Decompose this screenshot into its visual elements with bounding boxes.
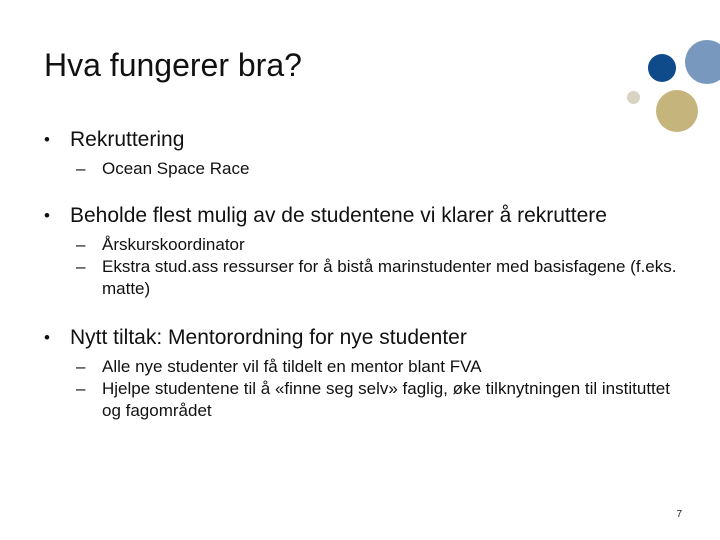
dash-marker: – <box>76 159 86 178</box>
sub-bullet-text: Ocean Space Race <box>102 159 250 178</box>
dash-marker: – <box>76 357 86 376</box>
sub-bullet-item <box>44 256 684 300</box>
sub-bullet-item <box>44 234 684 256</box>
bullet-text: Beholde flest mulig av de studentene vi klarer å rekruttere <box>70 204 607 227</box>
decorative-circle-light-blue <box>685 40 720 84</box>
sub-bullet-text: Ekstra stud.ass ressurser for å bistå marinstudenter med basisfagene (f.eks. matte) <box>102 257 677 298</box>
sub-bullet-list <box>44 356 684 422</box>
slide-title: Hva fungerer bra? <box>44 47 302 83</box>
bullet-text: Rekruttering <box>70 128 185 151</box>
sub-bullet-list <box>44 158 684 180</box>
bullet-group-2 <box>44 204 684 300</box>
sub-bullet-item <box>44 356 684 378</box>
sub-bullet-item <box>44 378 684 422</box>
bullet-item <box>44 326 684 350</box>
decorative-circle-dark-blue <box>648 54 676 82</box>
sub-bullet-text: Alle nye studenter vil få tildelt en mentor blant FVA <box>102 357 482 376</box>
bullet-group-1 <box>44 128 684 180</box>
dash-marker: – <box>76 257 86 276</box>
bullet-item <box>44 128 684 152</box>
sub-bullet-text: Årskurskoordinator <box>102 235 245 254</box>
bullet-text: Nytt tiltak: Mentorordning for nye studenter <box>70 326 467 349</box>
dash-marker: – <box>76 379 86 398</box>
bullet-marker: • <box>44 130 50 149</box>
sub-bullet-item <box>44 158 684 180</box>
sub-bullet-text: Hjelpe studentene til å «finne seg selv» faglig, øke tilknytningen til instituttet og fagområdet <box>102 379 670 420</box>
bullet-marker: • <box>44 328 50 347</box>
sub-bullet-list <box>44 234 684 300</box>
bullet-marker: • <box>44 206 50 225</box>
bullet-item <box>44 204 684 228</box>
bullet-list <box>44 128 684 422</box>
bullet-group-3 <box>44 326 684 422</box>
decorative-circle-tan <box>656 90 698 132</box>
slide-page-number: 7 <box>676 509 682 520</box>
dash-marker: – <box>76 235 86 254</box>
decorative-circle-small-gray <box>627 91 640 104</box>
